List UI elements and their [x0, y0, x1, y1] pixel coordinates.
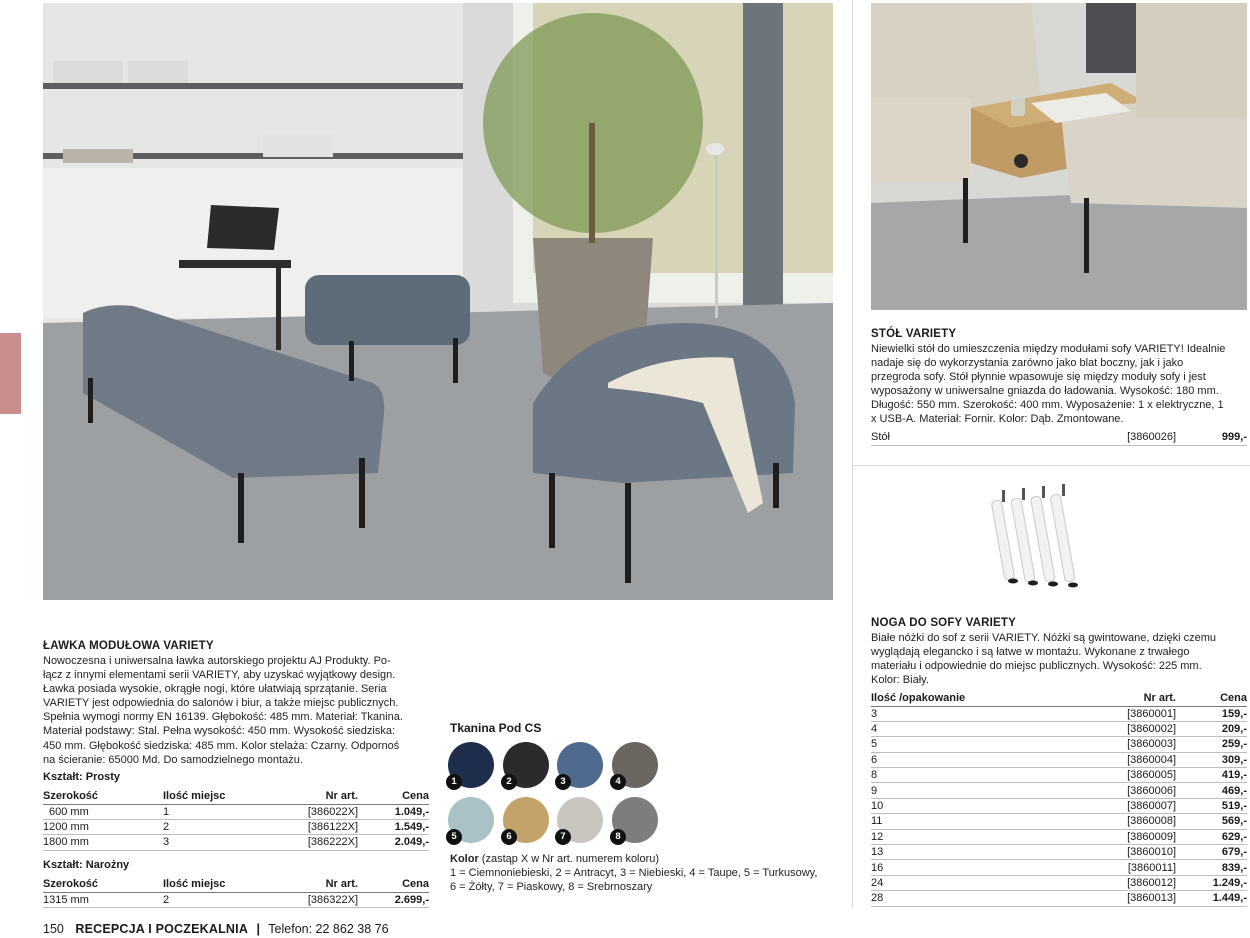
bench-description — [43, 654, 438, 767]
table-row: 16 [3860011] 839,- — [871, 861, 1247, 874]
table-row: 11 [3860008] 569,- — [871, 815, 1247, 828]
bench-description-line: Nowoczesna i uniwersalna ławka autorskiego projektu AJ Produkty. Po- — [43, 655, 391, 667]
color-note-text: (zastąp X w Nr art. numerem koloru) — [478, 853, 660, 865]
col-art-no: Nr art. — [263, 789, 358, 804]
table-row: 13 [3860010] 679,- — [871, 846, 1247, 859]
page-footer — [43, 922, 389, 936]
bench-description-line: 450 mm. Głębokość siedziska: 485 mm. Kolor stelaża: Czarny. Odpornoś — [43, 739, 400, 752]
table-price-table — [871, 430, 1247, 446]
col-width: Szerokość — [43, 877, 163, 892]
col-seats: Ilość miejsc — [163, 789, 263, 804]
footer-separator: | — [256, 922, 261, 936]
table-description-line: Niewielki stół do umieszczenia między modułami sofy VARIETY! Idealnie — [871, 343, 1226, 355]
col-price: Cena — [358, 789, 429, 804]
table-row: 24 [3860012] 1.249,- — [871, 876, 1247, 889]
swatch-number: 3 — [555, 774, 571, 790]
column-divider — [852, 0, 853, 908]
straight-bench-table — [43, 789, 429, 851]
bench-title: ŁAWKA MODUŁOWA VARIETY — [43, 640, 214, 652]
table-row: 9 [3860006] 469,- — [871, 784, 1247, 797]
page-number: 150 — [43, 922, 64, 936]
fabric-swatch[interactable] — [503, 797, 549, 843]
color-note — [450, 852, 845, 894]
fabric-swatch[interactable] — [448, 797, 494, 843]
table-description-line: wyposażony w uniwersalne gniazda do ładowania. Wysokość: 180 mm. — [871, 385, 1219, 398]
col-price: Cena — [358, 877, 429, 892]
table-row: 6 [3860004] 309,- — [871, 753, 1247, 766]
fabric-swatch[interactable] — [448, 742, 494, 788]
legs-description — [871, 631, 1250, 687]
table-row: 3 [3860001] 159,- — [871, 707, 1247, 720]
table-row: 600 mm 1 [386022X] 1.049,- — [43, 804, 429, 819]
color-list-line: 6 = Żółty, 7 = Piaskowy, 8 = Srebrnoszary — [450, 881, 653, 894]
swatch-number: 6 — [501, 829, 517, 845]
table-row: 28 [3860013] 1.449,- — [871, 892, 1247, 905]
legs-price-table — [871, 691, 1247, 907]
table-description-line: przegroda sofy. Stół płynnie wpasowuje się między moduły sofy i jest — [871, 371, 1206, 384]
fabric-title: Tkanina Pod CS — [450, 721, 542, 735]
table-row: 5 [3860003] 259,- — [871, 738, 1247, 751]
table-row: Stół [3860026] 999,- — [871, 431, 1247, 444]
table-description — [871, 342, 1250, 427]
bench-photo-illustration — [43, 3, 833, 600]
table-description-line: x USB-A. Materiał: Fornir. Kolor: Dąb. Zmontowane. — [871, 413, 1124, 426]
corner-bench-table — [43, 877, 429, 908]
bench-description-line: łącz z innymi elementami serii VARIETY, aby uzyskać wyjątkowy design. — [43, 669, 396, 682]
table-row: 1200 mm 2 [386122X] 1.549,- — [43, 821, 429, 834]
table-row: 10 [3860007] 519,- — [871, 800, 1247, 813]
col-price: Cena — [1176, 691, 1247, 706]
bench-description-line: Materiał podstawy: Stal. Pełna wysokość: 450 mm. Wysokość siedziska: — [43, 725, 396, 738]
bench-description-line: VARIETY jest odpowiednia do salonów i biur, a także miejsc publicznych. — [43, 697, 399, 710]
col-art-no: Nr art. — [263, 877, 358, 892]
table-photo — [871, 3, 1247, 310]
fabric-swatch[interactable] — [503, 742, 549, 788]
section-name: RECEPCJA I POCZEKALNIA — [75, 922, 249, 936]
phone-number: Telefon: 22 862 38 76 — [268, 922, 389, 936]
table-description-line: nadaje się do wykorzystania zarówno jako blat boczny, jak i jako — [871, 357, 1184, 370]
bench-photo — [43, 3, 833, 600]
table-row: 12 [3860009] 629,- — [871, 830, 1247, 843]
right-column-divider — [852, 465, 1250, 466]
swatch-number: 7 — [555, 829, 571, 845]
bench-description-line: Ławka posiada wysokie, okrągłe nogi, które ułatwiają sprzątanie. Seria — [43, 683, 387, 696]
legs-description-line: materiału i odpowiednie do miejsc publicznych. Wysokość: 225 mm. — [871, 660, 1202, 673]
legs-description-line: Kolor: Biały. — [871, 674, 929, 687]
fabric-swatch[interactable] — [557, 797, 603, 843]
corner-shape-heading: Kształt: Narożny — [43, 859, 130, 871]
col-seats: Ilość miejsc — [163, 877, 263, 892]
legs-description-line: Białe nóżki do sof z serii VARIETY. Nóżki są gwintowane, dzięki czemu — [871, 632, 1217, 644]
bench-description-line: na ścieranie: 65000 Md. Do samodzielnego montażu. — [43, 753, 303, 766]
col-qty: Ilość /opakowanie — [871, 691, 1051, 706]
bench-description-line: Spełnia wymogi normy EN 16139. Głębokość: 485 mm. Materiał: Tkanina. — [43, 711, 403, 724]
color-label: Kolor — [450, 853, 479, 865]
section-tab — [0, 333, 21, 414]
table-title: STÓŁ VARIETY — [871, 328, 957, 340]
table-photo-illustration — [871, 3, 1247, 310]
table-row: 1800 mm 3 [386222X] 2.049,- — [43, 836, 429, 849]
table-row: 8 [3860005] 419,- — [871, 769, 1247, 782]
table-description-line: Długość: 550 mm. Szerokość: 400 mm. Wyposażenie: 1 x elektryczne, 1 — [871, 399, 1224, 412]
col-art-no: Nr art. — [1051, 691, 1176, 706]
swatch-number: 1 — [446, 774, 462, 790]
table-row: 4 [3860002] 209,- — [871, 723, 1247, 736]
straight-shape-heading: Kształt: Prosty — [43, 771, 121, 783]
legs-photo — [978, 480, 1108, 600]
legs-description-line: wyglądają elegancko i są łatwe w montażu. Wykonane z trwałego — [871, 646, 1190, 659]
col-width: Szerokość — [43, 789, 163, 804]
fabric-swatch[interactable] — [612, 742, 658, 788]
swatch-number: 5 — [446, 829, 462, 845]
fabric-swatch[interactable] — [612, 797, 658, 843]
legs-photo-illustration — [978, 480, 1108, 600]
legs-title: NOGA DO SOFY VARIETY — [871, 617, 1016, 629]
swatch-number: 2 — [501, 774, 517, 790]
swatch-number: 4 — [610, 774, 626, 790]
fabric-swatch[interactable] — [557, 742, 603, 788]
table-row: 1315 mm 2 [386322X] 2.699,- — [43, 893, 429, 906]
swatch-number: 8 — [610, 829, 626, 845]
color-list-line: 1 = Ciemnoniebieski, 2 = Antracyt, 3 = Niebieski, 4 = Taupe, 5 = Turkusowy, — [450, 867, 818, 880]
